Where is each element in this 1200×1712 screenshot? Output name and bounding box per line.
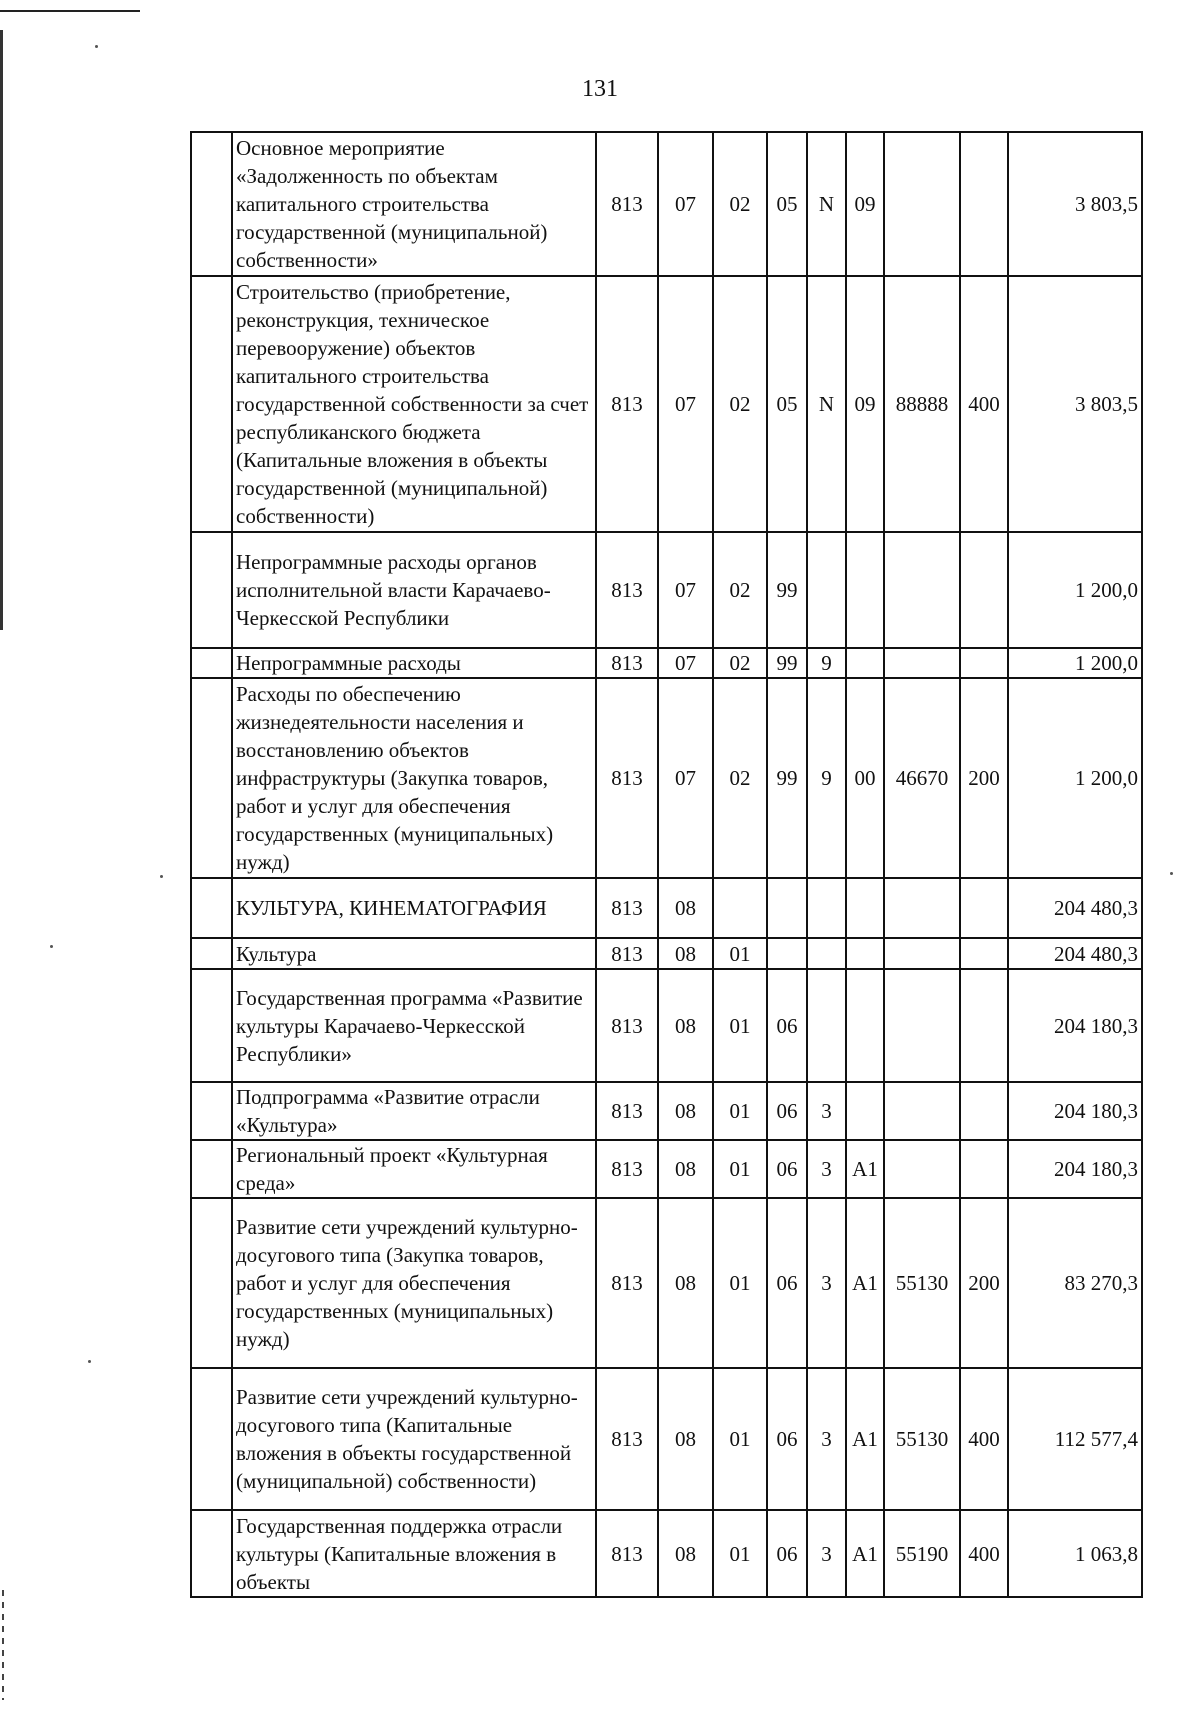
row-blank-cell	[191, 1140, 232, 1198]
code-section: 08	[658, 969, 713, 1082]
code-ministry: 813	[596, 276, 658, 532]
scan-speck	[1170, 872, 1173, 875]
row-name: Строительство (приобретение, реконструкция, техническое перевооружение) объектов капитального строительства государственной собственности за счет республиканского бюджета (Капитальные вложения в объекты государственной (муниципальной) собственности)	[232, 276, 596, 532]
code-subprogram	[807, 938, 846, 969]
code-ministry: 813	[596, 1198, 658, 1368]
code-expense-type	[960, 878, 1008, 938]
table-row	[191, 1368, 1142, 1510]
code-program: 99	[767, 532, 807, 648]
scan-artifact-left-edge	[0, 30, 3, 630]
scan-artifact-dashed-edge	[2, 1590, 4, 1700]
code-section: 07	[658, 276, 713, 532]
code-subsection: 02	[713, 678, 767, 878]
code-section: 08	[658, 1510, 713, 1597]
code-section: 08	[658, 938, 713, 969]
row-amount: 204 180,3	[1008, 1082, 1142, 1140]
code-ministry: 813	[596, 969, 658, 1082]
row-amount: 83 270,3	[1008, 1198, 1142, 1368]
code-event	[846, 532, 884, 648]
code-direction	[884, 1082, 960, 1140]
row-name: Подпрограмма «Развитие отрасли «Культура»	[232, 1082, 596, 1140]
code-direction: 55190	[884, 1510, 960, 1597]
code-direction	[884, 132, 960, 276]
code-ministry: 813	[596, 878, 658, 938]
code-expense-type: 400	[960, 1510, 1008, 1597]
table-row	[191, 938, 1142, 969]
code-direction: 88888	[884, 276, 960, 532]
code-event	[846, 648, 884, 678]
scan-artifact-top-line	[0, 10, 140, 12]
row-blank-cell	[191, 132, 232, 276]
code-ministry: 813	[596, 938, 658, 969]
code-expense-type	[960, 1140, 1008, 1198]
code-event: 09	[846, 276, 884, 532]
code-expense-type	[960, 648, 1008, 678]
code-event	[846, 938, 884, 969]
code-event: 00	[846, 678, 884, 878]
row-blank-cell	[191, 969, 232, 1082]
row-name: Развитие сети учреждений культурно-досугового типа (Закупка товаров, работ и услуг для обеспечения государственных (муниципальных) нужд)	[232, 1198, 596, 1368]
row-amount: 204 180,3	[1008, 969, 1142, 1082]
code-direction	[884, 532, 960, 648]
code-subprogram: 9	[807, 648, 846, 678]
code-program	[767, 938, 807, 969]
row-name: Расходы по обеспечению жизнедеятельности населения и восстановлению объектов инфраструктуры (Закупка товаров, работ и услуг для обеспечения государственных (муниципальных) нужд)	[232, 678, 596, 878]
code-expense-type	[960, 132, 1008, 276]
row-name: Развитие сети учреждений культурно-досугового типа (Капитальные вложения в объекты государственной (муниципальной) собственности)	[232, 1368, 596, 1510]
code-program	[767, 878, 807, 938]
code-event: A1	[846, 1140, 884, 1198]
row-amount: 112 577,4	[1008, 1368, 1142, 1510]
table-body	[191, 132, 1142, 1597]
code-direction	[884, 1140, 960, 1198]
code-direction: 46670	[884, 678, 960, 878]
table-row	[191, 1140, 1142, 1198]
code-section: 07	[658, 532, 713, 648]
row-blank-cell	[191, 938, 232, 969]
code-ministry: 813	[596, 1368, 658, 1510]
row-blank-cell	[191, 1510, 232, 1597]
code-event: 09	[846, 132, 884, 276]
code-ministry: 813	[596, 132, 658, 276]
code-event	[846, 1082, 884, 1140]
code-expense-type: 400	[960, 1368, 1008, 1510]
code-program: 99	[767, 648, 807, 678]
code-subsection	[713, 878, 767, 938]
code-section: 08	[658, 1368, 713, 1510]
code-subsection: 01	[713, 1082, 767, 1140]
row-amount: 204 480,3	[1008, 938, 1142, 969]
code-expense-type	[960, 532, 1008, 648]
row-amount: 1 200,0	[1008, 532, 1142, 648]
row-name: Государственная программа «Развитие культуры Карачаево-Черкесской Республики»	[232, 969, 596, 1082]
table-row	[191, 132, 1142, 276]
code-event: A1	[846, 1510, 884, 1597]
code-direction	[884, 878, 960, 938]
code-subsection: 01	[713, 1198, 767, 1368]
code-subprogram: N	[807, 276, 846, 532]
code-direction: 55130	[884, 1368, 960, 1510]
scan-speck	[160, 875, 163, 878]
code-event: A1	[846, 1198, 884, 1368]
code-section: 08	[658, 1198, 713, 1368]
code-expense-type: 200	[960, 1198, 1008, 1368]
row-blank-cell	[191, 648, 232, 678]
code-subprogram: 3	[807, 1082, 846, 1140]
row-amount: 1 063,8	[1008, 1510, 1142, 1597]
code-event	[846, 969, 884, 1082]
code-subprogram: N	[807, 132, 846, 276]
budget-table	[190, 131, 1143, 1598]
table-row	[191, 648, 1142, 678]
code-subsection: 02	[713, 532, 767, 648]
row-amount: 3 803,5	[1008, 132, 1142, 276]
code-direction	[884, 648, 960, 678]
row-blank-cell	[191, 1082, 232, 1140]
row-name: Основное мероприятие «Задолженность по объектам капитального строительства государственной (муниципальной) собственности»	[232, 132, 596, 276]
table-row	[191, 878, 1142, 938]
code-program: 06	[767, 1510, 807, 1597]
code-section: 07	[658, 678, 713, 878]
code-expense-type: 400	[960, 276, 1008, 532]
code-section: 08	[658, 878, 713, 938]
code-subsection: 01	[713, 1510, 767, 1597]
row-name: Непрограммные расходы	[232, 648, 596, 678]
table-row	[191, 969, 1142, 1082]
code-direction	[884, 969, 960, 1082]
code-ministry: 813	[596, 1510, 658, 1597]
code-direction: 55130	[884, 1198, 960, 1368]
scan-speck	[95, 45, 98, 48]
code-subprogram	[807, 532, 846, 648]
code-program: 06	[767, 969, 807, 1082]
row-name: КУЛЬТУРА, КИНЕМАТОГРАФИЯ	[232, 878, 596, 938]
code-section: 07	[658, 648, 713, 678]
row-blank-cell	[191, 276, 232, 532]
table-row	[191, 1510, 1142, 1597]
code-subsection: 02	[713, 276, 767, 532]
row-blank-cell	[191, 1368, 232, 1510]
code-subprogram: 3	[807, 1140, 846, 1198]
code-ministry: 813	[596, 1082, 658, 1140]
code-direction	[884, 938, 960, 969]
table-row	[191, 532, 1142, 648]
code-ministry: 813	[596, 678, 658, 878]
code-subsection: 02	[713, 132, 767, 276]
row-amount: 204 180,3	[1008, 1140, 1142, 1198]
scan-speck	[88, 1360, 91, 1363]
row-amount: 1 200,0	[1008, 678, 1142, 878]
table-row	[191, 276, 1142, 532]
code-subprogram	[807, 878, 846, 938]
page-number: 131	[582, 76, 618, 102]
code-subprogram: 3	[807, 1198, 846, 1368]
code-ministry: 813	[596, 648, 658, 678]
table-row	[191, 678, 1142, 878]
code-subsection: 01	[713, 969, 767, 1082]
code-subsection: 01	[713, 938, 767, 969]
code-program: 06	[767, 1082, 807, 1140]
code-expense-type	[960, 938, 1008, 969]
row-amount: 204 480,3	[1008, 878, 1142, 938]
code-event: A1	[846, 1368, 884, 1510]
row-name: Культура	[232, 938, 596, 969]
code-subprogram	[807, 969, 846, 1082]
code-subsection: 01	[713, 1368, 767, 1510]
row-blank-cell	[191, 1198, 232, 1368]
code-program: 06	[767, 1140, 807, 1198]
code-program: 05	[767, 276, 807, 532]
code-event	[846, 878, 884, 938]
code-section: 08	[658, 1082, 713, 1140]
code-program: 06	[767, 1198, 807, 1368]
row-amount: 3 803,5	[1008, 276, 1142, 532]
code-expense-type	[960, 969, 1008, 1082]
code-ministry: 813	[596, 532, 658, 648]
code-program: 06	[767, 1368, 807, 1510]
code-subprogram: 3	[807, 1510, 846, 1597]
row-blank-cell	[191, 678, 232, 878]
row-name: Региональный проект «Культурная среда»	[232, 1140, 596, 1198]
code-program: 99	[767, 678, 807, 878]
row-blank-cell	[191, 878, 232, 938]
row-name: Государственная поддержка отрасли культуры (Капитальные вложения в объекты	[232, 1510, 596, 1597]
code-expense-type: 200	[960, 678, 1008, 878]
code-subsection: 02	[713, 648, 767, 678]
row-name: Непрограммные расходы органов исполнительной власти Карачаево-Черкесской Республики	[232, 532, 596, 648]
table-row	[191, 1082, 1142, 1140]
code-subprogram: 9	[807, 678, 846, 878]
code-section: 08	[658, 1140, 713, 1198]
code-ministry: 813	[596, 1140, 658, 1198]
code-subprogram: 3	[807, 1368, 846, 1510]
code-expense-type	[960, 1082, 1008, 1140]
code-section: 07	[658, 132, 713, 276]
table-row	[191, 1198, 1142, 1368]
code-program: 05	[767, 132, 807, 276]
scan-speck	[50, 945, 53, 948]
row-amount: 1 200,0	[1008, 648, 1142, 678]
row-blank-cell	[191, 532, 232, 648]
code-subsection: 01	[713, 1140, 767, 1198]
